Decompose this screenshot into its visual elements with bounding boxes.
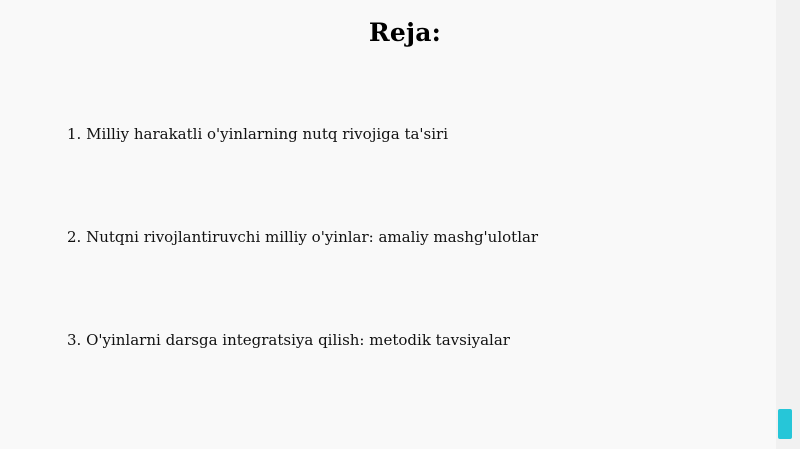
scrollbar-thumb[interactable] <box>778 409 792 439</box>
plan-item-2: 2. Nutqni rivojlantiruvchi milliy o'yinlar: amaliy mashg'ulotlar <box>67 228 539 246</box>
slide-title: Reja: <box>368 18 442 47</box>
scrollbar-track[interactable] <box>776 0 800 449</box>
plan-item-3: 3. O'yinlarni darsga integratsiya qilish: metodik tavsiyalar <box>67 331 510 349</box>
plan-item-1: 1. Milliy harakatli o'yinlarning nutq rivojiga ta'siri <box>67 125 449 143</box>
